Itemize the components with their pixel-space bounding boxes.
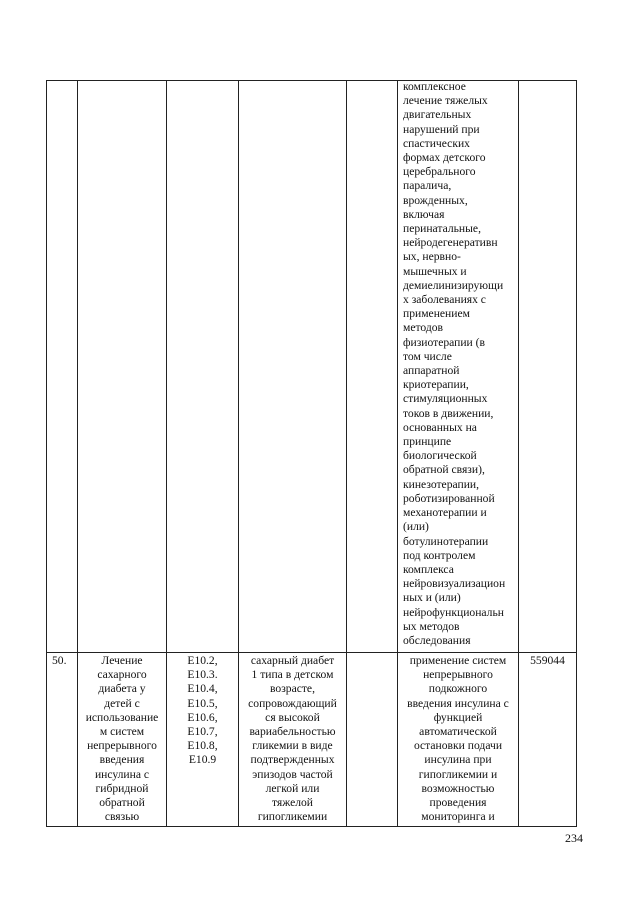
table-bottom-border (46, 826, 577, 827)
procedure-name-cell: Лечение сахарного диабета у детей с использование м систем непрерывного введения инсулина с гибридной обратной связью (85, 654, 159, 824)
cost-cell: 559044 (530, 654, 565, 667)
table-left-border (46, 80, 47, 827)
treatment-method-cell: применение систем непрерывного подкожного введения инсулина с функцией автоматической остановки подачи инсулина при гипогликемии и возможностью проведения мониторинга и (407, 654, 509, 824)
column-divider (346, 80, 347, 827)
table-right-border (576, 80, 577, 827)
column-divider (518, 80, 519, 827)
row-number-cell: 50. (52, 654, 67, 667)
row-separator (46, 652, 577, 653)
patient-model-cell: сахарный диабет 1 типа в детском возрасте, сопровождающий ся высокой вариабельностью гликемии в виде подтвержденных эпизодов частой легкой или тяжелой гипогликемии (248, 654, 337, 824)
icd-codes-cell: E10.2, E10.3. E10.4, E10.5, E10.6, E10.7, E10.8, E10.9 (187, 654, 218, 767)
page-number: 234 (565, 831, 583, 845)
continued-method-cell: комплексное лечение тяжелых двигательных нарушений при спастических формах детского церебрального паралича, врожденных, включая перинатальные, нейродегенеративн ых, нервно- мышечных и демиелинизирующи х заболеваниях с применением методов физиотерапии (в том числе аппаратной криотерапии, стимуляционных токов в движении, основанных на принципе биологической обратной связи), кинезотерапии, роботизированной механотерапии и (или) ботулинотерапии под контролем комплекса нейровизуализацион ных и (или) нейрофункциональн ых методов обследования (403, 80, 506, 647)
